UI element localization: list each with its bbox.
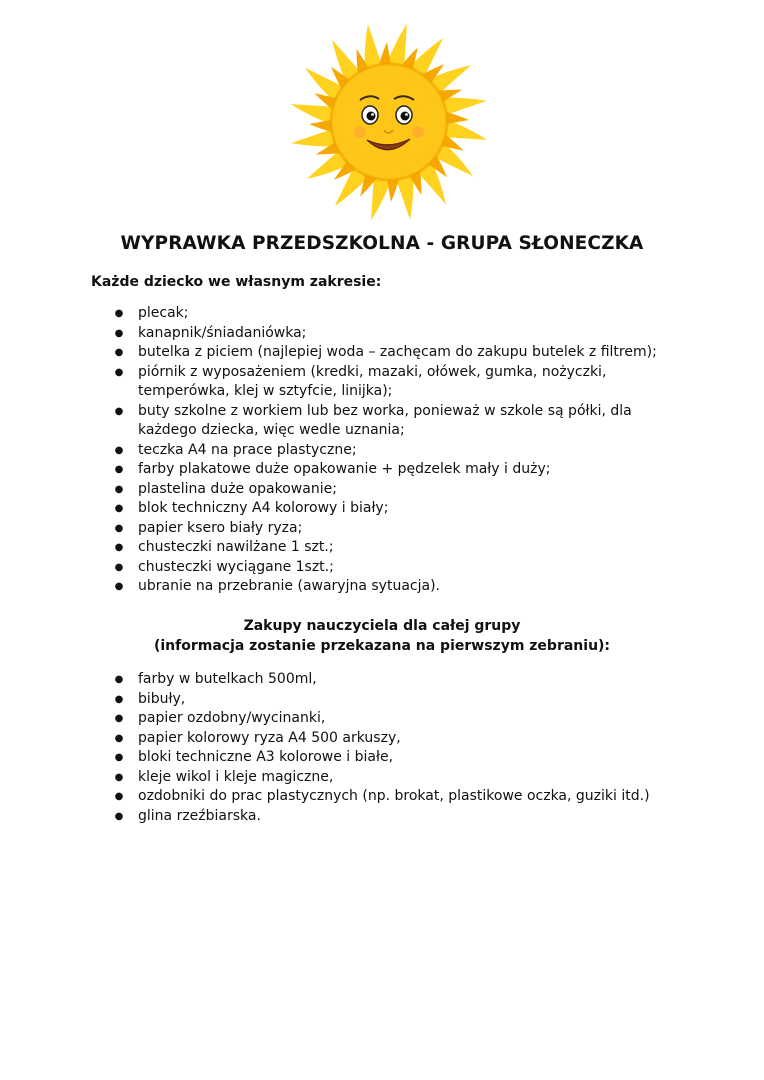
list-item xyxy=(0,807,658,827)
bullet-icon: ● xyxy=(114,503,124,514)
bullet-icon: ● xyxy=(114,542,124,553)
list-item xyxy=(0,402,658,441)
bullet-icon: ● xyxy=(114,693,124,705)
list-item xyxy=(0,558,658,578)
bullet-icon: ● xyxy=(114,674,124,685)
bullet-icon: ● xyxy=(114,713,124,724)
list-item-text: glina rzeźbiarska. xyxy=(138,807,261,824)
bullet-icon: ● xyxy=(114,483,124,495)
teacher-supplies-list xyxy=(0,670,658,826)
list-item-text: ozdobniki do prac plastycznych (np. brokat, plastikowe oczka, guziki itd.) xyxy=(138,788,650,804)
page-title: WYPRAWKA PRZEDSZKOLNA - GRUPA SŁONECZKA xyxy=(120,233,644,254)
bullet-icon: ● xyxy=(114,347,124,358)
list-item xyxy=(0,787,658,807)
list-item xyxy=(0,499,658,519)
list-item-text: teczka A4 na prace plastyczne; xyxy=(138,441,357,458)
list-item xyxy=(0,577,658,597)
list-item xyxy=(0,748,658,768)
bullet-icon: ● xyxy=(114,405,124,417)
list-item xyxy=(0,460,658,480)
list-item-text: butelka z piciem (najlepiej woda – zachęcam do zakupu butelek z filtrem); xyxy=(138,344,657,360)
list-item-text: bibuły, xyxy=(138,690,186,707)
list-item xyxy=(0,670,658,690)
list-item-text: farby plakatowe duże opakowanie + pędzelek mały i duży; xyxy=(138,461,551,477)
bullet-icon: ● xyxy=(114,522,124,534)
list-item xyxy=(0,343,658,363)
list-item-text: farby w butelkach 500ml, xyxy=(138,671,317,687)
list-item xyxy=(0,324,658,344)
bullet-icon: ● xyxy=(114,771,124,783)
bullet-icon: ● xyxy=(114,561,124,573)
bullet-icon: ● xyxy=(114,581,124,592)
bullet-icon: ● xyxy=(114,732,124,744)
bullet-icon: ● xyxy=(114,308,124,319)
list-item-text: piórnik z wyposażeniem (kredki, mazaki, ołówek, gumka, nożyczki, temperówka, klej w sztyfcie, linijka); xyxy=(138,363,607,399)
list-item-text: papier ksero biały ryza; xyxy=(138,519,303,536)
list-item-text: kleje wikol i kleje magiczne, xyxy=(138,768,334,785)
list-item xyxy=(0,709,658,729)
section-subtitle: Każde dziecko we własnym zakresie: xyxy=(91,274,382,290)
bullet-icon: ● xyxy=(114,444,124,456)
list-item xyxy=(0,480,658,500)
bullet-icon: ● xyxy=(114,464,124,475)
list-item xyxy=(0,538,658,558)
list-item-text: plastelina duże opakowanie; xyxy=(138,480,337,497)
list-item-text: bloki techniczne A3 kolorowe i białe, xyxy=(138,749,394,765)
list-item-text: chusteczki wyciągane 1szt.; xyxy=(138,558,334,575)
bullet-icon: ● xyxy=(114,752,124,763)
left-pupil xyxy=(367,112,376,121)
list-item xyxy=(0,690,658,710)
bullet-icon: ● xyxy=(114,366,124,378)
list-item-text: buty szkolne z workiem lub bez worka, ponieważ w szkole są półki, dla każdego dziecka, więc wedle uznania; xyxy=(138,402,632,438)
list-item-text: chusteczki nawilżane 1 szt.; xyxy=(138,539,334,555)
teacher-heading-line1: Zakupy nauczyciela dla całej grupy xyxy=(243,618,521,634)
list-item xyxy=(0,363,658,402)
teacher-purchases-heading xyxy=(0,617,764,656)
list-item xyxy=(0,519,658,539)
list-item xyxy=(0,729,658,749)
list-item xyxy=(0,304,658,324)
list-item xyxy=(0,768,658,788)
personal-supplies-list xyxy=(0,304,658,597)
right-cheek xyxy=(412,126,424,138)
list-item xyxy=(0,441,658,461)
teacher-heading-line2: (informacja zostanie przekazana na pierwszym zebraniu): xyxy=(153,637,611,654)
list-item-text: blok techniczny A4 kolorowy i biały; xyxy=(138,500,389,516)
bullet-icon: ● xyxy=(114,327,124,339)
list-item-text: papier kolorowy ryza A4 500 arkuszy, xyxy=(138,729,401,746)
bullet-icon: ● xyxy=(114,810,124,822)
list-item-text: kanapnik/śniadaniówka; xyxy=(138,324,307,341)
list-item-text: plecak; xyxy=(138,305,189,321)
list-item-text: papier ozdobny/wycinanki, xyxy=(138,710,326,726)
list-item-text: ubranie na przebranie (awaryjna sytuacja). xyxy=(138,578,440,594)
right-pupil xyxy=(401,112,410,121)
left-cheek xyxy=(354,126,366,138)
bullet-icon: ● xyxy=(114,791,124,802)
sun-illustration xyxy=(284,14,494,226)
